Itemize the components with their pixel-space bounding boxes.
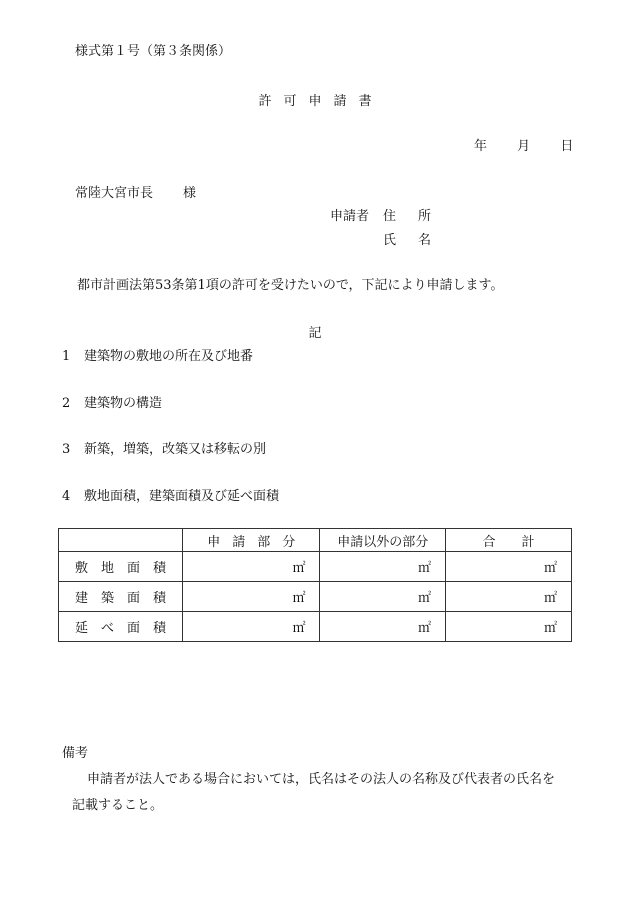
- date-month-label: 月: [517, 139, 531, 154]
- remarks-line-2: 記載すること。: [72, 798, 164, 813]
- area-unit: ㎡: [446, 582, 572, 612]
- row-label-floor-area: 延べ面積: [59, 612, 183, 642]
- row-label-building-area: 建築面積: [59, 582, 183, 612]
- applicant-label: 申請者: [330, 209, 370, 224]
- item-2: [62, 396, 162, 412]
- area-unit: ㎡: [183, 612, 320, 642]
- item-4: [62, 489, 279, 505]
- item-3: [62, 442, 266, 458]
- table-row: [59, 612, 572, 642]
- addressee-name: 常陸大宮市長: [75, 186, 154, 201]
- document-title: 許可申請書: [258, 94, 384, 109]
- table-header-application-part: 申請部分: [183, 529, 320, 552]
- row-label-site-area: 敷地面積: [59, 552, 183, 582]
- addressee-honorific: 様: [183, 186, 197, 201]
- area-unit: ㎡: [183, 582, 320, 612]
- remarks-line-1: 申請者が法人である場合においては，氏名はその法人の名称及び代表者の氏名を: [87, 772, 556, 787]
- date-year-label: 年: [474, 139, 488, 154]
- remarks-body: [62, 767, 562, 819]
- table-row: [59, 582, 572, 612]
- table-header-row: [59, 529, 572, 552]
- area-unit: ㎡: [320, 612, 446, 642]
- item-text: 建築物の構造: [84, 396, 163, 411]
- item-text: 新築，増築，改築又は移転の別: [84, 442, 267, 457]
- area-unit: ㎡: [446, 612, 572, 642]
- item-number: 2: [62, 396, 71, 411]
- intro-text: 都市計画法第53条第1項の許可を受けたいので，下記により申請します。: [77, 278, 504, 293]
- addressee: [75, 186, 196, 202]
- area-unit: ㎡: [320, 552, 446, 582]
- date-day-label: 日: [560, 139, 574, 154]
- applicant-address-label: 住所: [383, 209, 454, 224]
- applicant-name-label: 氏名: [383, 233, 454, 248]
- area-table: [58, 528, 572, 642]
- table-row: [59, 552, 572, 582]
- item-text: 建築物の敷地の所在及び地番: [84, 349, 254, 364]
- area-unit: ㎡: [320, 582, 446, 612]
- table-header-other-part: 申請以外の部分: [320, 529, 446, 552]
- ki-heading: 記: [308, 326, 322, 341]
- item-1: [62, 349, 253, 365]
- table-header-total: 合 計: [446, 529, 572, 552]
- table-header-blank: [59, 529, 183, 552]
- item-number: 3: [62, 442, 71, 457]
- area-unit: ㎡: [183, 552, 320, 582]
- date-line: [474, 139, 573, 155]
- remarks-title: 備考: [62, 746, 89, 761]
- item-number: 4: [62, 489, 71, 504]
- form-number: 様式第１号（第３条関係）: [75, 44, 232, 59]
- item-number: 1: [62, 349, 71, 364]
- item-text: 敷地面積，建築面積及び延べ面積: [84, 489, 280, 504]
- area-unit: ㎡: [446, 552, 572, 582]
